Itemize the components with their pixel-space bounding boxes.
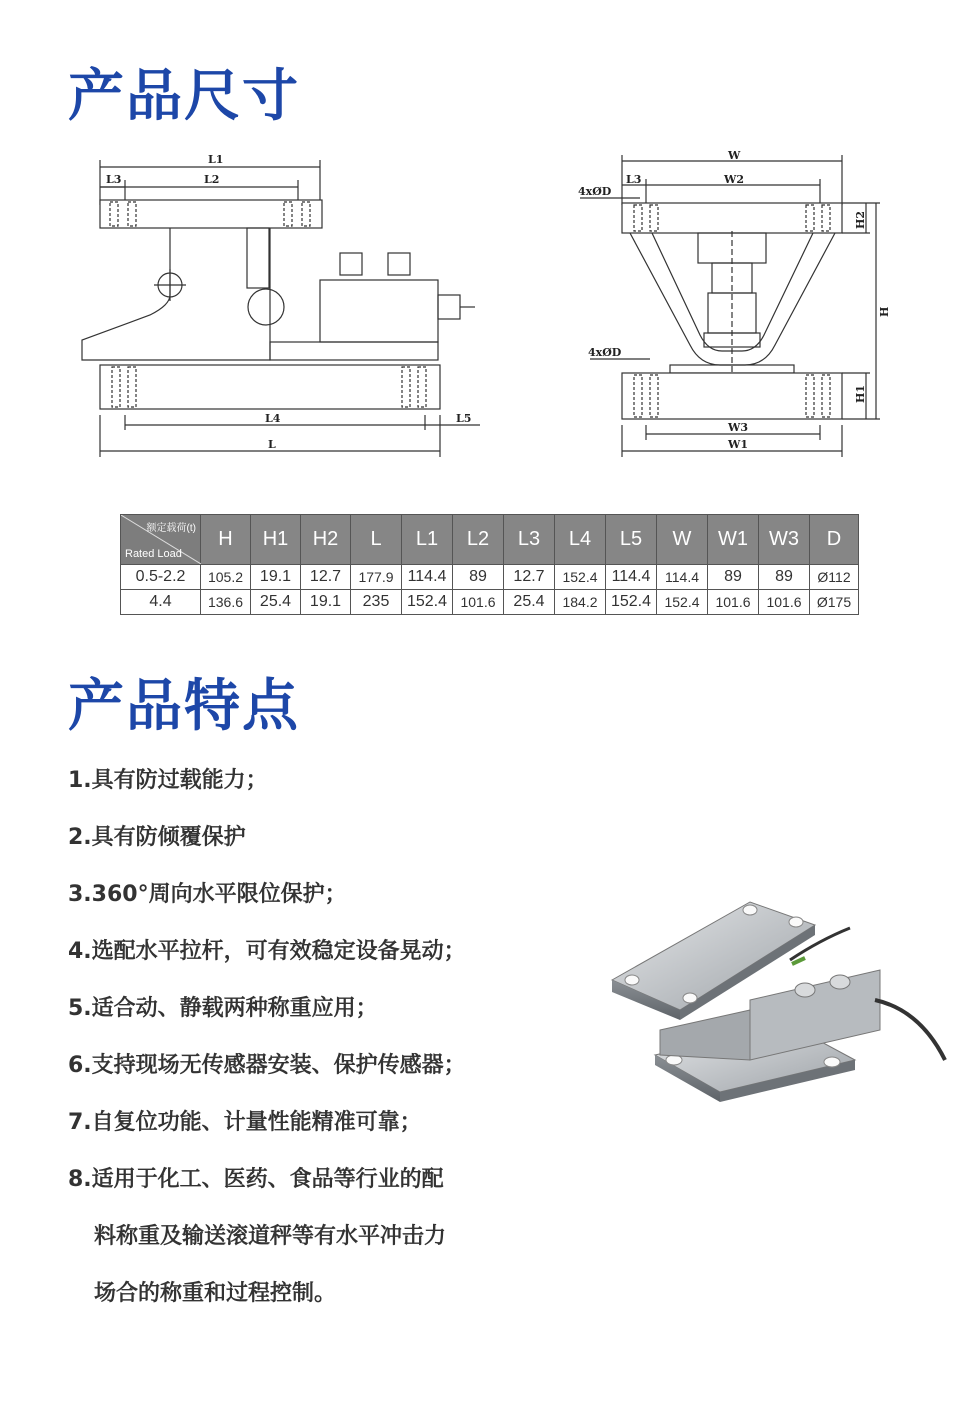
table-cell: 152.4	[402, 590, 453, 615]
dim-label-h1: H1	[854, 384, 867, 403]
feature-item: 2.具有防倾覆保护	[68, 825, 246, 850]
feature-item-continuation: 场合的称重和过程控制。	[94, 1281, 337, 1306]
table-corner-cell	[121, 515, 201, 565]
table-header: W1	[708, 515, 759, 565]
table-cell: 89	[453, 565, 504, 590]
features-title: 产品特点	[68, 674, 300, 739]
table-cell: 25.4	[251, 590, 301, 615]
side-view-drawing	[70, 145, 490, 465]
table-cell: 105.2	[201, 565, 251, 590]
table-header: W	[657, 515, 708, 565]
dim-label-l1: L1	[208, 153, 224, 166]
table-cell: 19.1	[251, 565, 301, 590]
dim-label-front-l3: L3	[626, 173, 642, 186]
dim-label-l3: L3	[106, 173, 122, 186]
dim-label-l2: L2	[204, 173, 220, 186]
table-cell: 177.9	[351, 565, 402, 590]
hole-label-bottom: 4xØD	[588, 346, 622, 359]
corner-label-cn: 额定载荷(t)	[146, 523, 196, 534]
dim-label-w1: W1	[728, 438, 749, 451]
table-header: L2	[453, 515, 504, 565]
dim-label-l4: L4	[265, 412, 281, 425]
table-cell: 114.4	[657, 565, 708, 590]
table-cell: 101.6	[708, 590, 759, 615]
features-list	[68, 752, 588, 1322]
table-cell: 152.4	[657, 590, 708, 615]
table-cell: 19.1	[301, 590, 351, 615]
feature-item: 6.支持现场无传感器安装、保护传感器；	[68, 1053, 466, 1078]
front-view-drawing	[570, 145, 900, 465]
table-cell: 114.4	[402, 565, 453, 590]
table-cell: 89	[708, 565, 759, 590]
table-header: L4	[555, 515, 606, 565]
product-photo	[600, 880, 960, 1110]
table-cell: 25.4	[504, 590, 555, 615]
dim-label-w2: W2	[724, 173, 745, 186]
feature-item: 4.选配水平拉杆，可有效稳定设备晃动；	[68, 939, 466, 964]
feature-item: 1.具有防过载能力；	[68, 768, 268, 793]
table-cell: 89	[759, 565, 810, 590]
table-header: H1	[251, 515, 301, 565]
table-cell: 235	[351, 590, 402, 615]
dim-label-l: L	[268, 438, 276, 451]
table-cell: 114.4	[606, 565, 657, 590]
table-header: W3	[759, 515, 810, 565]
spec-table	[120, 514, 859, 615]
table-cell: 184.2	[555, 590, 606, 615]
feature-item-continuation: 料称重及输送滚道秤等有水平冲击力	[94, 1224, 447, 1249]
feature-item: 7.自复位功能、计量性能精准可靠；	[68, 1110, 422, 1135]
dim-label-w3: W3	[728, 421, 749, 434]
table-header: H2	[301, 515, 351, 565]
table-cell: 12.7	[301, 565, 351, 590]
table-cell: Ø112	[810, 565, 859, 590]
table-header: L1	[402, 515, 453, 565]
table-row	[121, 565, 859, 590]
table-header: H	[201, 515, 251, 565]
table-header: D	[810, 515, 859, 565]
feature-item: 3.360°周向水平限位保护；	[68, 882, 347, 907]
table-cell: Ø175	[810, 590, 859, 615]
table-header-row	[121, 515, 859, 565]
hole-label-top: 4xØD	[578, 185, 612, 198]
table-header: L3	[504, 515, 555, 565]
table-cell: 0.5-2.2	[121, 565, 201, 590]
dim-label-h2: H2	[854, 210, 867, 229]
table-cell: 4.4	[121, 590, 201, 615]
corner-label-en: Rated Load	[125, 548, 182, 560]
table-cell: 12.7	[504, 565, 555, 590]
table-row	[121, 590, 859, 615]
table-cell: 152.4	[606, 590, 657, 615]
table-cell: 101.6	[759, 590, 810, 615]
table-cell: 101.6	[453, 590, 504, 615]
dimensions-title: 产品尺寸	[68, 64, 300, 129]
dim-label-h: H	[878, 306, 891, 317]
feature-item: 5.适合动、静载两种称重应用；	[68, 996, 378, 1021]
table-header: L5	[606, 515, 657, 565]
table-header: L	[351, 515, 402, 565]
table-cell: 152.4	[555, 565, 606, 590]
feature-item: 8.适用于化工、医药、食品等行业的配	[68, 1167, 444, 1192]
dim-label-l5: L5	[456, 412, 472, 425]
table-cell: 136.6	[201, 590, 251, 615]
dim-label-w: W	[728, 149, 741, 162]
